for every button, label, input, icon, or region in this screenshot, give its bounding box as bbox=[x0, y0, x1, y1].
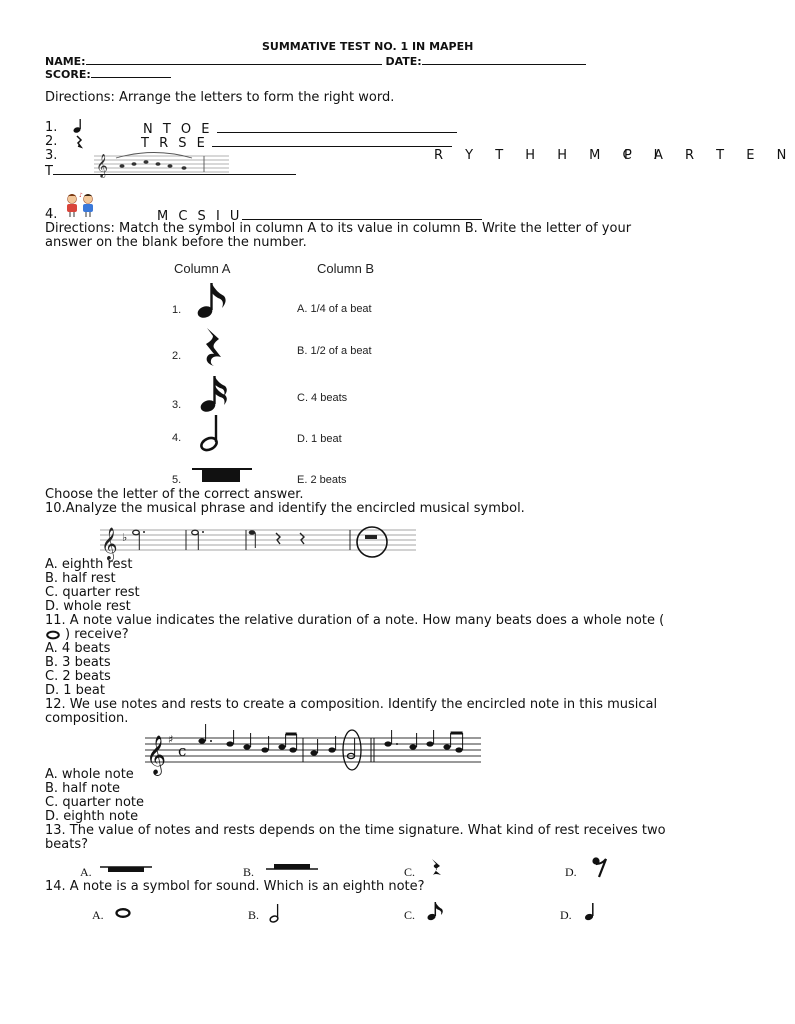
q13-eighth-rest-icon[interactable] bbox=[590, 856, 608, 878]
q14-whole-note-icon[interactable] bbox=[115, 907, 133, 919]
match-value-e: E. 2 beats bbox=[297, 474, 347, 486]
directions-arrange: Directions: Arrange the letters to form the right word. bbox=[45, 90, 395, 105]
q12-choice-b[interactable]: B. half note bbox=[45, 781, 120, 796]
item-4-letters: M C S I U bbox=[157, 208, 482, 224]
q14-option-d-label[interactable]: D. bbox=[560, 908, 572, 922]
svg-text:♯: ♯ bbox=[168, 733, 174, 746]
match-value-d: D. 1 beat bbox=[297, 433, 342, 445]
children-singing-icon bbox=[63, 193, 99, 217]
q11-stem-line-2: ) receive? bbox=[65, 627, 129, 642]
match-value-c: C. 4 beats bbox=[297, 392, 348, 404]
q13-quarter-rest-icon[interactable] bbox=[428, 858, 444, 876]
item-3-blank[interactable] bbox=[53, 163, 296, 175]
item-1-number: 1. bbox=[45, 120, 58, 135]
q13-option-b-label[interactable]: B. bbox=[243, 865, 255, 879]
svg-text:♭: ♭ bbox=[122, 531, 128, 544]
test-title: SUMMATIVE TEST NO. 1 IN MAPEH bbox=[262, 40, 474, 53]
q10-musical-phrase-icon bbox=[100, 520, 420, 566]
half-note-icon bbox=[199, 414, 225, 452]
svg-text:𝄞: 𝄞 bbox=[146, 735, 167, 775]
item-3-letters-a: R Y T H H M C I bbox=[434, 148, 667, 163]
directions-match-l1: Directions: Match the symbol in column A to its value in column B. Write the letter of your bbox=[45, 221, 632, 236]
q10-choice-d[interactable]: D. whole rest bbox=[45, 599, 131, 614]
q11-choice-b[interactable]: B. 3 beats bbox=[45, 655, 111, 670]
q10-choice-b[interactable]: B. half rest bbox=[45, 571, 116, 586]
item-4-number: 4. bbox=[45, 207, 58, 222]
directions-choose: Choose the letter of the correct answer. bbox=[45, 487, 304, 502]
q13-stem-line-2: beats? bbox=[45, 837, 88, 852]
item-3-number: 3. bbox=[45, 148, 58, 163]
eighth-note-icon bbox=[196, 280, 230, 320]
column-a-header: Column A bbox=[174, 261, 231, 276]
q14-option-a-label[interactable]: A. bbox=[92, 908, 104, 922]
q12-composition-icon bbox=[145, 728, 483, 774]
q14-half-note-icon[interactable] bbox=[268, 902, 284, 924]
score-label: SCORE: bbox=[45, 68, 91, 81]
sixteenth-note-icon bbox=[199, 374, 233, 414]
match-row-1-number: 1. bbox=[172, 304, 182, 316]
q12-choice-c[interactable]: C. quarter note bbox=[45, 795, 145, 810]
quarter-rest-icon bbox=[202, 326, 226, 366]
q14-stem: 14. A note is a symbol for sound. Which is an eighth note? bbox=[45, 879, 425, 894]
column-b-header: Column B bbox=[317, 261, 375, 276]
q12-choice-a[interactable]: A. whole note bbox=[45, 767, 134, 782]
q13-stem-line-1: 13. The value of notes and rests depends on the time signature. What kind of rest receives two bbox=[45, 823, 666, 838]
score-blank[interactable] bbox=[91, 66, 171, 78]
item-1-letters: N T O E bbox=[143, 121, 457, 137]
name-blank[interactable] bbox=[86, 53, 382, 65]
q13-whole-rest-icon[interactable] bbox=[100, 864, 152, 874]
q11-choice-a[interactable]: A. 4 beats bbox=[45, 641, 111, 656]
q14-option-c-label[interactable]: C. bbox=[404, 908, 416, 922]
item-3-tail: T bbox=[45, 163, 296, 179]
match-row-2-number: 2. bbox=[172, 350, 182, 362]
item-2-letters: T R S E bbox=[141, 135, 452, 151]
q12-choice-d[interactable]: D. eighth note bbox=[45, 809, 139, 824]
name-label: NAME: bbox=[45, 55, 86, 68]
svg-text:♪: ♪ bbox=[79, 192, 83, 199]
q13-option-d-label[interactable]: D. bbox=[565, 865, 577, 879]
item-4-blank[interactable] bbox=[242, 208, 482, 220]
svg-text:𝄞: 𝄞 bbox=[101, 527, 118, 560]
score-line bbox=[45, 66, 171, 82]
date-label: DATE: bbox=[385, 55, 422, 68]
match-row-4-number: 4. bbox=[172, 432, 182, 444]
q10-choice-a[interactable]: A. eighth rest bbox=[45, 557, 133, 572]
directions-match-l2: answer on the blank before the number. bbox=[45, 235, 307, 250]
match-row-3-number: 3. bbox=[172, 399, 182, 411]
q12-stem-line-1: 12. We use notes and rests to create a composition. Identify the encircled note in this musical bbox=[45, 697, 658, 712]
whole-rest-icon bbox=[192, 467, 252, 483]
item-2-blank[interactable] bbox=[212, 135, 452, 147]
q11-choice-c[interactable]: C. 2 beats bbox=[45, 669, 111, 684]
match-value-a: A. 1/4 of a beat bbox=[297, 303, 372, 315]
item-3-letters-b: P A R T E N bbox=[624, 148, 795, 163]
svg-text:c: c bbox=[178, 742, 187, 760]
item-2-number: 2. bbox=[45, 134, 58, 149]
q14-eighth-note-icon[interactable] bbox=[426, 900, 446, 922]
quarter-note-icon bbox=[72, 118, 86, 134]
q13-half-rest-icon[interactable] bbox=[266, 863, 318, 873]
match-row-5-number: 5. bbox=[172, 474, 182, 486]
q10-stem: 10.Analyze the musical phrase and identify the encircled musical symbol. bbox=[45, 501, 525, 516]
svg-text:𝄞: 𝄞 bbox=[96, 153, 108, 177]
q11-stem-line-1: 11. A note value indicates the relative duration of a note. How many beats does a whole note ( bbox=[45, 613, 665, 628]
whole-note-icon bbox=[46, 630, 60, 640]
q14-option-b-label[interactable]: B. bbox=[248, 908, 260, 922]
q10-choice-c[interactable]: C. quarter rest bbox=[45, 585, 140, 600]
quarter-rest-icon bbox=[74, 135, 84, 149]
item-1-blank[interactable] bbox=[217, 121, 457, 133]
q13-option-a-label[interactable]: A. bbox=[80, 865, 92, 879]
match-value-b: B. 1/2 of a beat bbox=[297, 345, 372, 357]
q14-quarter-note-icon[interactable] bbox=[583, 900, 599, 922]
date-blank[interactable] bbox=[422, 53, 586, 65]
q11-choice-d[interactable]: D. 1 beat bbox=[45, 683, 105, 698]
q12-stem-line-2: composition. bbox=[45, 711, 129, 726]
q13-option-c-label[interactable]: C. bbox=[404, 865, 416, 879]
